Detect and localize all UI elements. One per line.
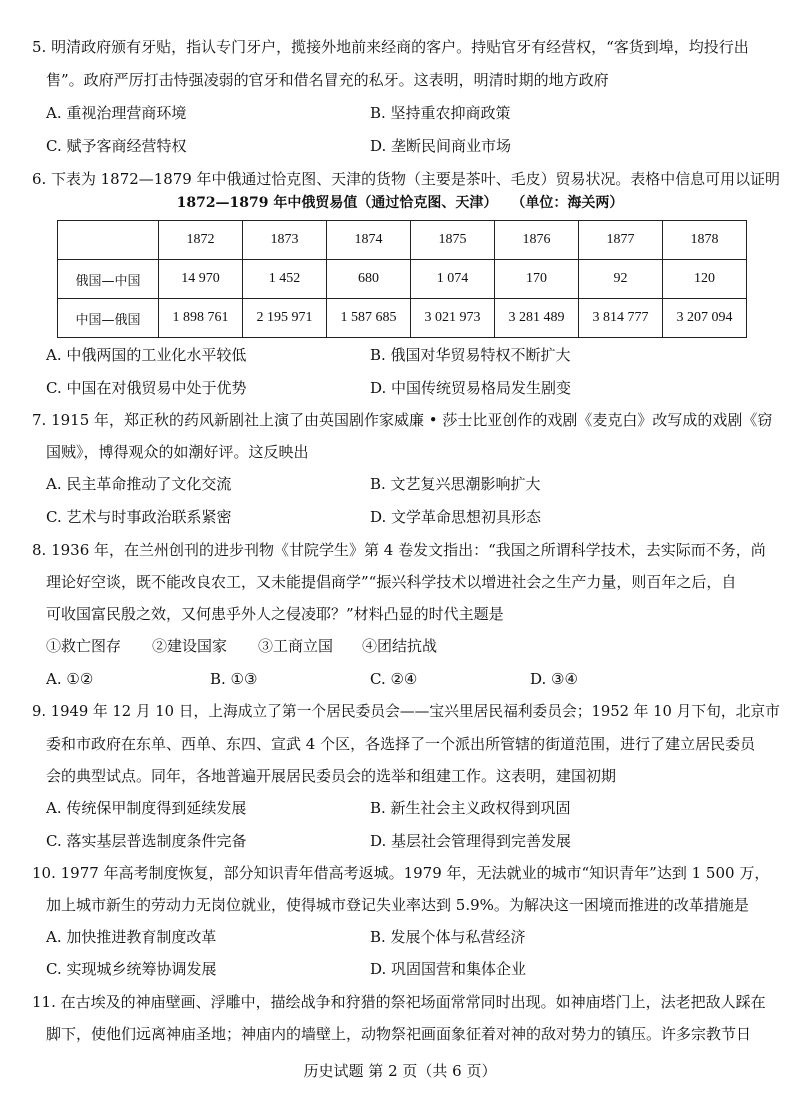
- table-corner-cell: [58, 221, 159, 260]
- q5-option-c: C. 赋予客商经营特权: [46, 137, 187, 155]
- table-cell: 1 074: [411, 260, 495, 299]
- table-header-cell: 1872: [159, 221, 243, 260]
- table-cell: 1 452: [243, 260, 327, 299]
- q8-stem-line2: 理论好空谈，既不能改良农工，又未能提倡商学”“振兴科学技术以增进社会之生产力量，则百年之后，自: [46, 573, 737, 591]
- q10-option-d: D. 巩固国营和集体企业: [370, 960, 527, 978]
- q10-stem-line2: 加上城市新生的劳动力无岗位就业，使得城市登记失业率达到 5.9%。为解决这一困境而推进的改革措施是: [46, 896, 749, 914]
- q9-option-a: A. 传统保甲制度得到延续发展: [46, 799, 247, 817]
- table-header-cell: 1878: [663, 221, 747, 260]
- q9-option-c: C. 落实基层普选制度条件完备: [46, 832, 247, 850]
- q8-option-c: C. ②④: [370, 670, 418, 688]
- q6-option-c: C. 中国在对俄贸易中处于优势: [46, 379, 247, 397]
- table-header-cell: 1875: [411, 221, 495, 260]
- q10-option-a: A. 加快推进教育制度改革: [46, 928, 217, 946]
- table-cell: 3 281 489: [495, 299, 579, 338]
- table-cell: 1 898 761: [159, 299, 243, 338]
- q8-item-3: ③工商立国: [258, 637, 334, 655]
- q7-option-c: C. 艺术与时事政治联系紧密: [46, 508, 232, 526]
- table-row: [58, 299, 747, 338]
- q7-stem-line2: 国贼》，博得观众的如潮好评。这反映出: [46, 443, 309, 461]
- q6-stem-line1: 6. 下表为 1872—1879 年中俄通过恰克图、天津的货物（主要是茶叶、毛皮）贸易状况。表格中信息可用以证明: [32, 170, 780, 188]
- q8-option-b: B. ①③: [210, 670, 258, 688]
- q9-stem-line2: 委和市政府在东单、西单、东四、宣武 4 个区，各选择了一个派出所管辖的街道范围，进行了建立居民委员: [46, 735, 756, 753]
- q5-stem-line2: 售”。政府严厉打击恃强凌弱的官牙和借名冒充的私牙。这表明，明清时期的地方政府: [46, 71, 609, 89]
- q6-option-b: B. 俄国对华贸易特权不断扩大: [370, 346, 571, 364]
- table-row-label: 俄国—中国: [58, 260, 159, 299]
- q7-option-d: D. 文学革命思想初具形态: [370, 508, 542, 526]
- table-cell: 170: [495, 260, 579, 299]
- table-header-cell: 1874: [327, 221, 411, 260]
- table-header-row: [58, 221, 747, 260]
- q7-stem-line1: 7. 1915 年，郑正秋的药风新剧社上演了由英国剧作家威廉 • 莎士比亚创作的戏剧《麦克白》改写成的戏剧《窃: [32, 411, 773, 429]
- table-cell: 3 814 777: [579, 299, 663, 338]
- table-cell: 120: [663, 260, 747, 299]
- table-header-cell: 1873: [243, 221, 327, 260]
- q9-option-b: B. 新生社会主义政权得到巩固: [370, 799, 571, 817]
- q8-item-1: ①救亡图存: [46, 637, 122, 655]
- table-cell: 2 195 971: [243, 299, 327, 338]
- table-cell: 3 021 973: [411, 299, 495, 338]
- table-cell: 92: [579, 260, 663, 299]
- table-row-label: 中国—俄国: [58, 299, 159, 338]
- q9-stem-line1: 9. 1949 年 12 月 10 日，上海成立了第一个居民委员会——宝兴里居民福利委员会；1952 年 10 月下旬，北京市: [32, 702, 780, 720]
- q8-stem-line3: 可收国富民殷之效，又何患乎外人之侵凌耶？”材料凸显的时代主题是: [46, 605, 504, 623]
- q11-stem-line1: 11. 在古埃及的神庙壁画、浮雕中，描绘战争和狩猎的祭祀场面常常同时出现。如神庙塔门上，法老把敌人踩在: [32, 993, 766, 1011]
- table-cell: 680: [327, 260, 411, 299]
- q11-stem-line2: 脚下，使他们远离神庙圣地；神庙内的墙壁上，动物祭祀画面象征着对神的敌对势力的镇压。许多宗教节日: [46, 1025, 752, 1043]
- q8-item-4: ④团结抗战: [362, 637, 438, 655]
- q10-stem-line1: 10. 1977 年高考制度恢复，部分知识青年借高考返城。1979 年，无法就业的城市“知识青年”达到 1 500 万，: [32, 864, 770, 882]
- table-header-cell: 1877: [579, 221, 663, 260]
- q5-stem-line1: 5. 明清政府颁有牙贴，指认专门牙户，揽接外地前来经商的客户。持贴官牙有经营权，“客货到埠，均投行出: [32, 38, 749, 56]
- page-footer: 历史试题 第 2 页（共 6 页）: [303, 1062, 497, 1080]
- q8-option-a: A. ①②: [46, 670, 94, 688]
- q9-stem-line3: 会的典型试点。同年，各地普遍开展居民委员会的选举和组建工作。这表明，建国初期: [46, 767, 617, 785]
- q6-table-caption: 1872—1879 年中俄贸易值（通过恰克图、天津） （单位：海关两）: [176, 195, 624, 211]
- q6-option-a: A. 中俄两国的工业化水平较低: [46, 346, 247, 364]
- q6-option-d: D. 中国传统贸易格局发生剧变: [370, 379, 572, 397]
- table-header-cell: 1876: [495, 221, 579, 260]
- q7-option-b: B. 文艺复兴思潮影响扩大: [370, 475, 541, 493]
- q5-option-b: B. 坚持重农抑商政策: [370, 104, 511, 122]
- q5-option-a: A. 重视治理营商环境: [46, 104, 187, 122]
- q7-option-a: A. 民主革命推动了文化交流: [46, 475, 232, 493]
- q9-option-d: D. 基层社会管理得到完善发展: [370, 832, 572, 850]
- table-cell: 1 587 685: [327, 299, 411, 338]
- table-cell: 14 970: [159, 260, 243, 299]
- table-row: [58, 260, 747, 299]
- q10-option-b: B. 发展个体与私营经济: [370, 928, 526, 946]
- trade-table: [57, 220, 747, 338]
- table-cell: 3 207 094: [663, 299, 747, 338]
- q5-option-d: D. 垄断民间商业市场: [370, 137, 512, 155]
- q8-item-2: ②建设国家: [152, 637, 228, 655]
- q8-option-d: D. ③④: [530, 670, 578, 688]
- q10-option-c: C. 实现城乡统筹协调发展: [46, 960, 217, 978]
- q8-stem-line1: 8. 1936 年，在兰州创刊的进步刊物《甘院学生》第 4 卷发文指出：“我国之所谓科学技术，去实际而不务，尚: [32, 541, 766, 559]
